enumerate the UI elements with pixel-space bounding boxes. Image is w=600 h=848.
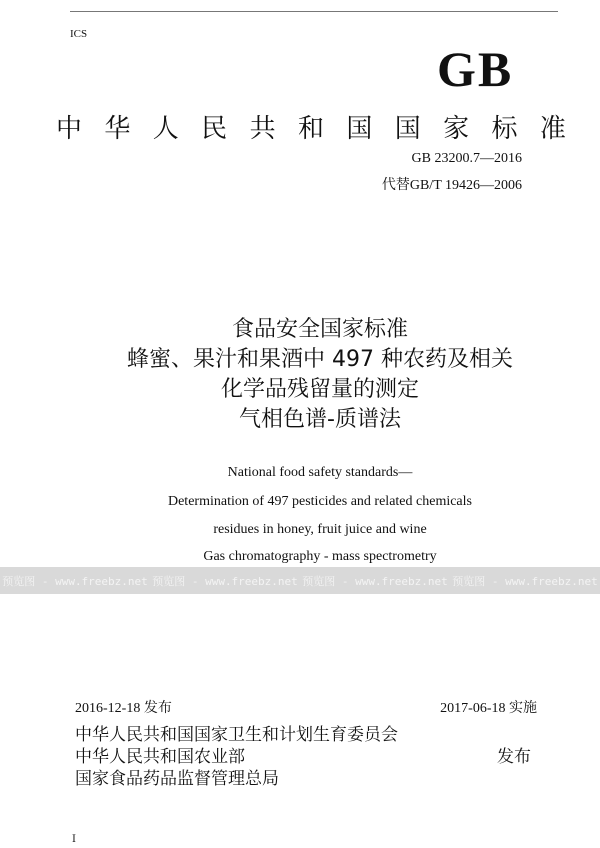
effective-date: 2017-06-18 实施 (440, 701, 537, 716)
title-en-line: Gas chromatography - mass spectrometry (203, 549, 437, 564)
title-cn-line: 蜂蜜、果汁和果酒中 497 种农药及相关 (127, 347, 513, 372)
replaces-standard: 代替GB/T 19426—2006 (381, 178, 522, 193)
page-number: I (72, 834, 76, 845)
publish-label: 发布 (497, 747, 531, 767)
watermark-text: 预览图 - www.freebz.net (2, 574, 148, 588)
watermark-band (0, 567, 600, 594)
title-char: 民 (201, 114, 228, 144)
watermark-text: 预览图 - www.freebz.net (152, 574, 298, 588)
watermark-text: 预览图 - www.freebz.net (302, 574, 448, 588)
issue-date: 2016-12-18 发布 (75, 701, 172, 716)
national-standard-title (56, 108, 566, 145)
title-en-line: residues in honey, fruit juice and wine (213, 522, 427, 537)
issuer: 中华人民共和国农业部 (75, 747, 245, 767)
title-char: 和 (297, 114, 324, 144)
issuer: 中华人民共和国国家卫生和计划生育委员会 (75, 725, 398, 745)
gb-logo: GB (437, 41, 514, 97)
title-char: 共 (249, 114, 276, 144)
top-rule (70, 11, 558, 12)
title-cn-line: 气相色谱-质谱法 (239, 407, 401, 432)
title-en-line: Determination of 497 pesticides and related chemicals (167, 494, 472, 509)
title-char: 华 (104, 114, 131, 144)
title-char: 中 (56, 114, 83, 144)
title-char: 国 (394, 114, 421, 144)
title-char: 人 (152, 114, 179, 144)
issuer: 国家食品药品监督管理总局 (75, 769, 279, 789)
title-char: 家 (443, 114, 470, 144)
ics-label: ICS (70, 28, 88, 40)
title-en-line: National food safety standards— (227, 465, 413, 480)
title-char: 标 (491, 114, 518, 144)
title-char: 国 (346, 114, 373, 144)
title-cn-line: 化学品残留量的测定 (220, 377, 419, 402)
title-cn-line: 食品安全国家标准 (231, 317, 408, 342)
standard-number: GB 23200.7—2016 (411, 151, 522, 166)
watermark-text: 预览图 - www.freebz.net (452, 574, 598, 588)
title-char: 准 (539, 114, 566, 144)
